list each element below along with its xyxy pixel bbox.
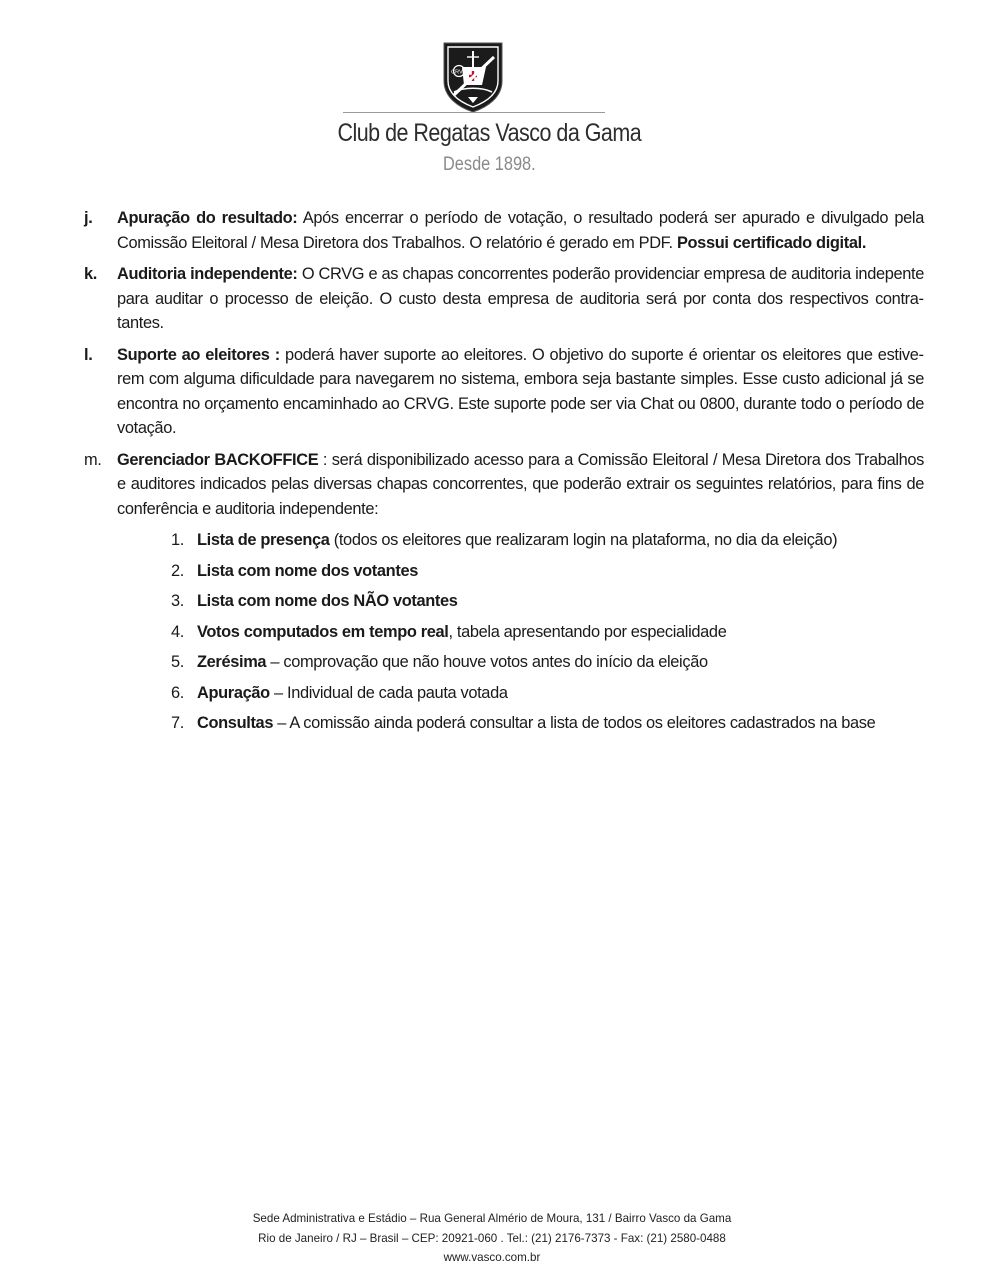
report-item (164, 650, 924, 675)
report-title: Consultas (197, 714, 274, 732)
page-footer (0, 1209, 984, 1268)
item-emphasis: Possui certificado digital. (676, 233, 867, 252)
report-title: Lista com nome dos votantes (197, 561, 418, 580)
report-title: Apuração (197, 683, 270, 702)
report-title: Zerésima (197, 653, 267, 671)
item-letter: m. (84, 450, 102, 469)
logo-monogram: CRVG (451, 69, 467, 76)
report-number: 4. (171, 622, 184, 641)
report-item (164, 711, 924, 736)
report-number: 5. (171, 653, 184, 671)
item-letter: j. (84, 209, 93, 227)
org-founded: Desde 1898. (443, 154, 536, 175)
report-text: – Individual de cada pauta votada (269, 683, 508, 702)
report-title: Lista de presença (197, 531, 330, 549)
report-text: (todos os eleitores que realizaram login na plataforma, no dia da eleição) (329, 531, 838, 549)
list-item-l (84, 343, 924, 441)
item-letter: k. (84, 265, 97, 283)
report-number: 1. (171, 531, 184, 549)
report-number: 3. (171, 592, 184, 610)
footer-contact: Rio de Janeiro / RJ – Brasil – CEP: 20921-060 . Tel.: (21) 2176-7373 - Fax: (21) 2580-0488 (258, 1231, 726, 1245)
vasco-crest-logo (440, 37, 506, 113)
report-text: – comprovação que não houve votos antes do início da eleição (266, 653, 708, 671)
report-title: Votos computados em tempo real (197, 622, 449, 641)
report-number: 6. (171, 683, 184, 702)
list-item-k (84, 262, 924, 336)
header-divider (343, 112, 605, 113)
report-item (164, 589, 924, 614)
report-number: 7. (171, 714, 184, 732)
report-item (164, 620, 924, 645)
item-text: : será disponibilizado acesso para a Comissão Eleitoral / Mesa Diretora dos Trabalhos e auditores indicados pelas diversas chapas concorrentes, que poderão extrair os seguintes relatórios, para fins de conferência e auditoria independente: (117, 450, 925, 518)
report-item (164, 528, 924, 553)
reports-list (84, 528, 924, 736)
list-item-m (84, 448, 924, 522)
item-title: Apuração do resultado: (117, 209, 298, 227)
report-text: , tabela apresentando por especialidade (448, 622, 727, 641)
report-text: – A comissão ainda poderá consultar a lista de todos os eleitores cadastrados na base (273, 714, 876, 732)
item-title: Suporte ao eleitores : (117, 345, 280, 364)
report-item (164, 559, 924, 584)
item-text: poderá haver suporte ao eleitores. O objetivo do suporte é orientar os eleitores que estiverem com alguma dificuldade para navegarem no sistema, embora seja bastante simples. Esse custo adicional já se encontra no orçamento encaminhado ao CRVG. Este suporte pode ser via Chat ou 0800, durante todo o período de votação. (117, 345, 924, 437)
item-title: Gerenciador BACKOFFICE (117, 450, 319, 469)
org-name: Club de Regatas Vasco da Gama (337, 119, 642, 147)
item-text: O CRVG e as chapas concorrentes poderão providenciar empresa de auditoria indepente para auditar o processo de eleição. O custo desta empresa de auditoria será por conta dos respectivos contratantes. (117, 265, 924, 332)
footer-website: www.vasco.com.br (443, 1251, 541, 1264)
report-number: 2. (171, 561, 184, 580)
document-body (84, 206, 924, 742)
item-letter: l. (84, 345, 93, 364)
report-title: Lista com nome dos NÃO votantes (197, 592, 458, 610)
list-item-j (84, 206, 924, 255)
item-text: Após encerrar o período de votação, o resultado poderá ser apurado e divulgado pela Comissão Eleitoral / Mesa Diretora dos Trabalhos. O relatório é gerado em PDF. (117, 209, 924, 252)
report-item (164, 681, 924, 706)
item-title: Auditoria independente: (117, 265, 298, 283)
footer-address: Sede Administrativa e Estádio – Rua General Almério de Moura, 131 / Bairro Vasco da Gama (252, 1212, 732, 1225)
